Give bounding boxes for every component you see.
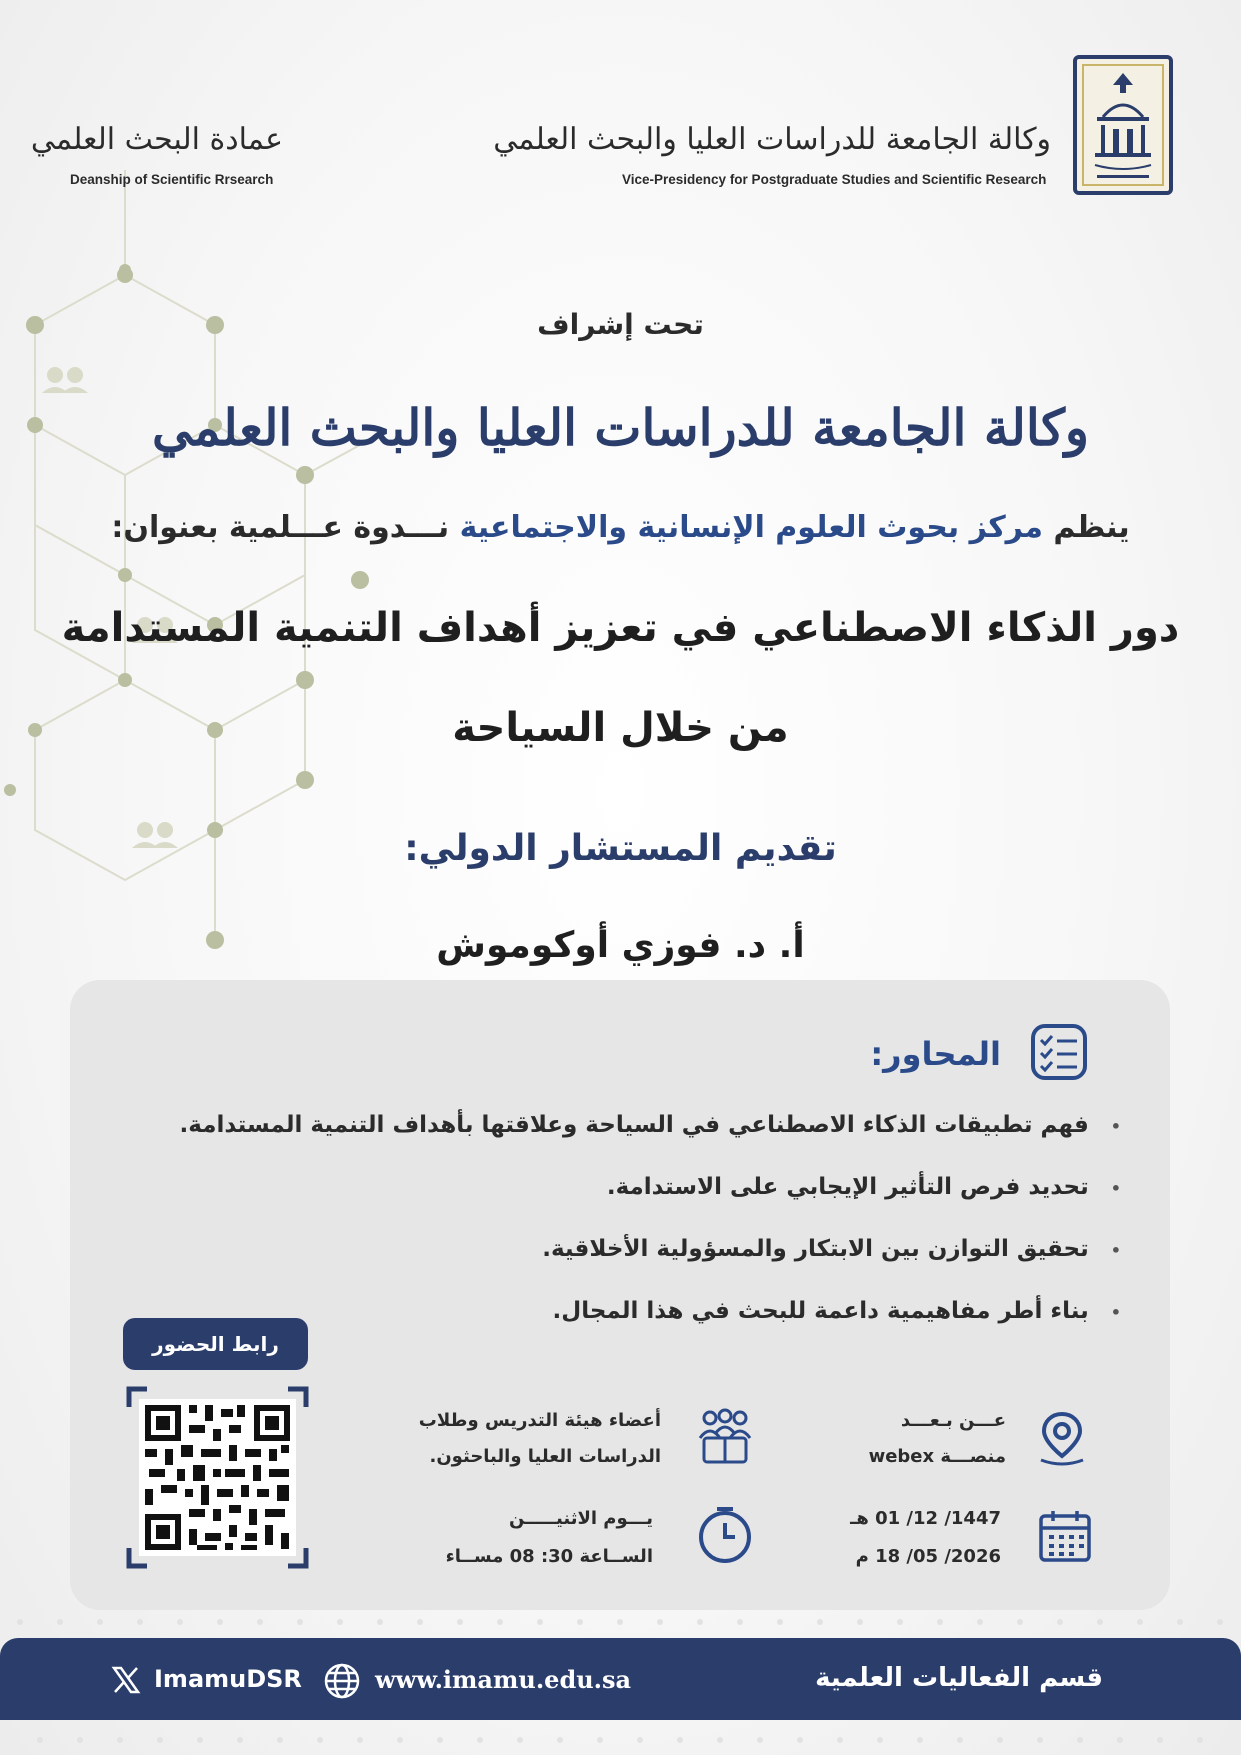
seminar-title-line2: من خلال السياحة bbox=[452, 705, 789, 751]
location-pin-icon bbox=[1035, 1408, 1089, 1468]
department-name: قسم الفعاليات العلمية bbox=[815, 1663, 1103, 1693]
presenter-name: أ. د. فوزي أوكوموش bbox=[436, 925, 805, 966]
university-logo bbox=[1073, 55, 1173, 195]
vp-name-arabic: وكالة الجامعة للدراسات العليا والبحث العلمي bbox=[493, 122, 1051, 157]
axis-item: •تحقيق التوازن بين الابتكار والمسؤولية الأخلاقية. bbox=[542, 1236, 1121, 1262]
time-line: الســاعة 30: 08 مســاء bbox=[445, 1546, 653, 1567]
axis-item-text: تحديد فرص التأثير الإيجابي على الاستدامة. bbox=[606, 1174, 1089, 1200]
axis-item: •فهم تطبيقات الذكاء الاصطناعي في السياحة وعلاقتها بأهداف التنمية المستدامة. bbox=[179, 1112, 1121, 1138]
date-gregorian: 2026/ 05/ 18 م bbox=[855, 1546, 1001, 1567]
organizer-prefix: ينظم bbox=[1053, 510, 1130, 545]
axis-item-text: فهم تطبيقات الذكاء الاصطناعي في السياحة وعلاقتها بأهداف التنمية المستدامة. bbox=[179, 1112, 1089, 1138]
seminar-title-line1: دور الذكاء الاصطناعي في تعزيز أهداف التنمية المستدامة bbox=[61, 605, 1180, 651]
date-hijri: 1447/ 12/ 01 هـ bbox=[850, 1508, 1001, 1529]
vp-name-english: Vice-Presidency for Postgraduate Studies and Scientific Research bbox=[622, 172, 1047, 187]
website-link[interactable]: www.imamu.edu.sa bbox=[375, 1665, 632, 1694]
qr-code-icon[interactable] bbox=[125, 1385, 310, 1570]
axis-item-text: بناء أطر مفاهيمية داعمة للبحث في هذا المجال. bbox=[552, 1298, 1089, 1324]
organizer-center: مركز بحوث العلوم الإنسانية والاجتماعية bbox=[459, 510, 1043, 545]
deanship-name-arabic: عمادة البحث العلمي bbox=[30, 122, 283, 157]
calendar-icon bbox=[1037, 1508, 1093, 1564]
axis-item-text: تحقيق التوازن بين الابتكار والمسؤولية الأخلاقية. bbox=[542, 1236, 1089, 1262]
audience-icon bbox=[690, 1408, 760, 1468]
presenter-label: تقديم المستشار الدولي: bbox=[404, 828, 837, 869]
axis-item: •تحديد فرص التأثير الإيجابي على الاستدامة. bbox=[606, 1174, 1121, 1200]
axis-item: •بناء أطر مفاهيمية داعمة للبحث في هذا المجال. bbox=[552, 1298, 1121, 1324]
x-logo-icon bbox=[110, 1664, 142, 1696]
globe-icon bbox=[322, 1661, 362, 1701]
organizer-suffix: نـــدوة عـــلمية بعنوان: bbox=[111, 510, 450, 545]
university-seal-icon bbox=[1077, 59, 1169, 191]
audience-line2: الدراسات العليا والباحثون. bbox=[429, 1446, 661, 1467]
axes-title: المحاور: bbox=[870, 1035, 1001, 1073]
organizer-line bbox=[0, 510, 1241, 545]
social-handle[interactable]: ImamuDSR bbox=[154, 1665, 302, 1693]
attendance-link-label[interactable]: رابط الحضور bbox=[123, 1318, 308, 1370]
mode-line1: عـــن بـعـــد bbox=[900, 1410, 1006, 1431]
mode-line2: منصـــة webex bbox=[868, 1446, 1006, 1467]
deanship-name-english: Deanship of Scientific Rrsearch bbox=[70, 172, 274, 187]
audience-line1: أعضاء هيئة التدريس وطلاب bbox=[418, 1410, 661, 1431]
supervision-label: تحت إشراف bbox=[537, 308, 704, 341]
day-line: يـــوم الاثنيـــــن bbox=[509, 1508, 653, 1529]
supervising-body: وكالة الجامعة للدراسات العليا والبحث العلمي bbox=[151, 398, 1090, 457]
checklist-icon bbox=[1027, 1020, 1091, 1084]
clock-icon bbox=[695, 1505, 755, 1565]
